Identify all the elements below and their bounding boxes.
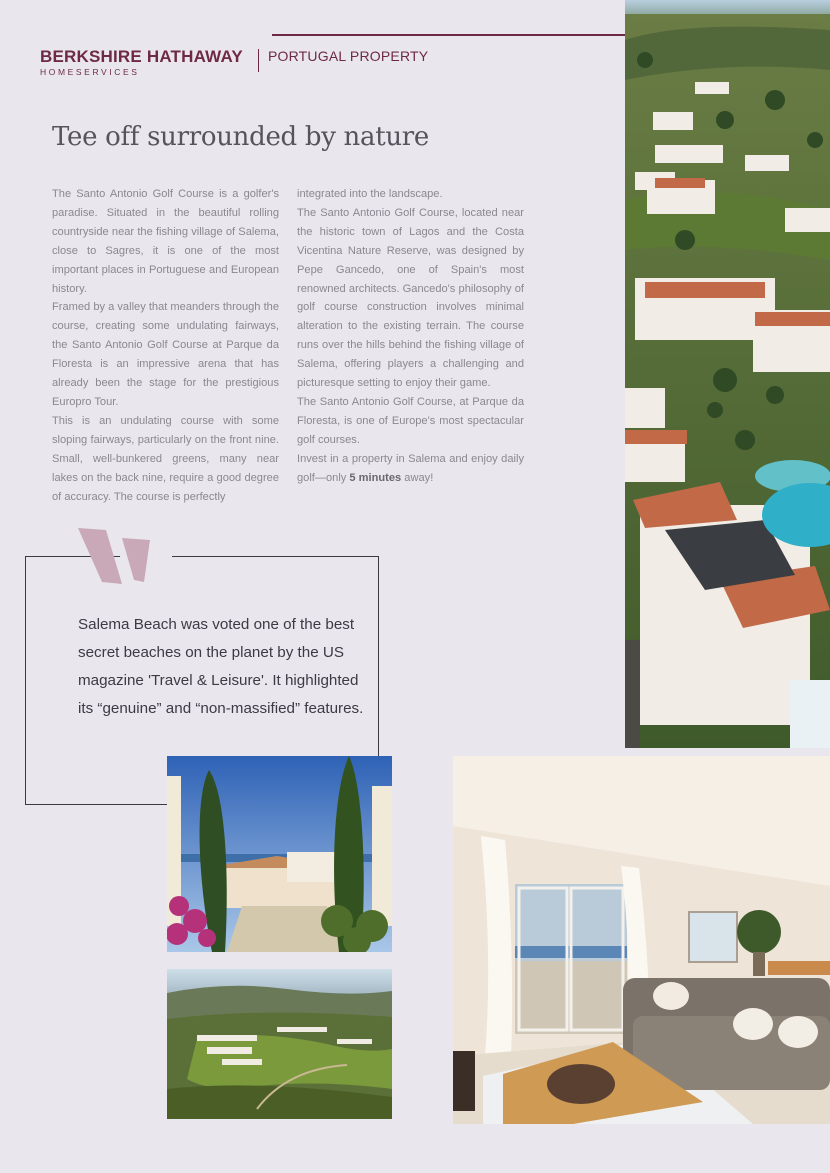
paragraph: integrated into the landscape.	[297, 188, 443, 200]
paragraph: The Santo Antonio Golf Course, located near the historic town of Lagos and the Costa Vicentina Nature Reserve, was designed by Pepe Gancedo, one of Spain's most renowned architects. Gancedo's philosophy of golf course construction involves minimal alteration to the existing terrain. The course runs over the hills behind the fishing village of Salema, offering players a challenging and picturesque setting to enjoy their game.	[297, 206, 524, 390]
paragraph: The Santo Antonio Golf Course is a golfer's paradise. Situated in the beautiful rolling countryside near the fishing village of Salema, close to Sagres, it is one of the most important places in Portuguese and European history.	[52, 188, 279, 295]
brand-subname: HOMESERVICES	[40, 67, 140, 77]
paragraph: This is an undulating course with some sloping fairways, particularly on the front nine. Small, well-bunkered greens, many near lakes on the back nine, require a good degree of accuracy. The course is perfectly	[52, 414, 279, 503]
brand-tagline: PORTUGAL PROPERTY	[268, 48, 429, 64]
brand-name: BERKSHIRE HATHAWAY	[40, 47, 243, 66]
cta-text: Invest in a property in Salema and enjoy daily golf—only	[297, 452, 524, 484]
brand-logo[interactable]	[40, 48, 243, 77]
body-column-1	[52, 185, 279, 506]
cta-text-end: away!	[401, 471, 434, 484]
golf-landscape-photo	[167, 969, 392, 1119]
cta-highlight: 5 minutes	[349, 471, 402, 484]
living-room-photo	[453, 756, 830, 1124]
body-column-2	[297, 185, 524, 488]
quote-text: Salema Beach was voted one of the best secret beaches on the planet by the US magazine 'Travel & Leisure'. It highlighted its “genuine” and “non-massified” features.	[78, 616, 364, 717]
villa-cypress-photo	[167, 756, 392, 952]
aerial-resort-photo	[625, 0, 830, 748]
paragraph: The Santo Antonio Golf Course, at Parque da Floresta, is one of Europe's most spectacular golf courses.	[297, 395, 524, 446]
paragraph: Framed by a valley that meanders through the course, creating some undulating fairways, the Santo Antonio Golf Course at Parque da Floresta is an impressive arena that has already been the stage for the prestigious Europro Tour.	[52, 301, 279, 408]
quote-mark-icon	[76, 526, 152, 586]
paragraph-cta	[297, 450, 524, 488]
page-title: Tee off surrounded by nature	[52, 122, 430, 152]
brand-divider	[258, 49, 259, 72]
